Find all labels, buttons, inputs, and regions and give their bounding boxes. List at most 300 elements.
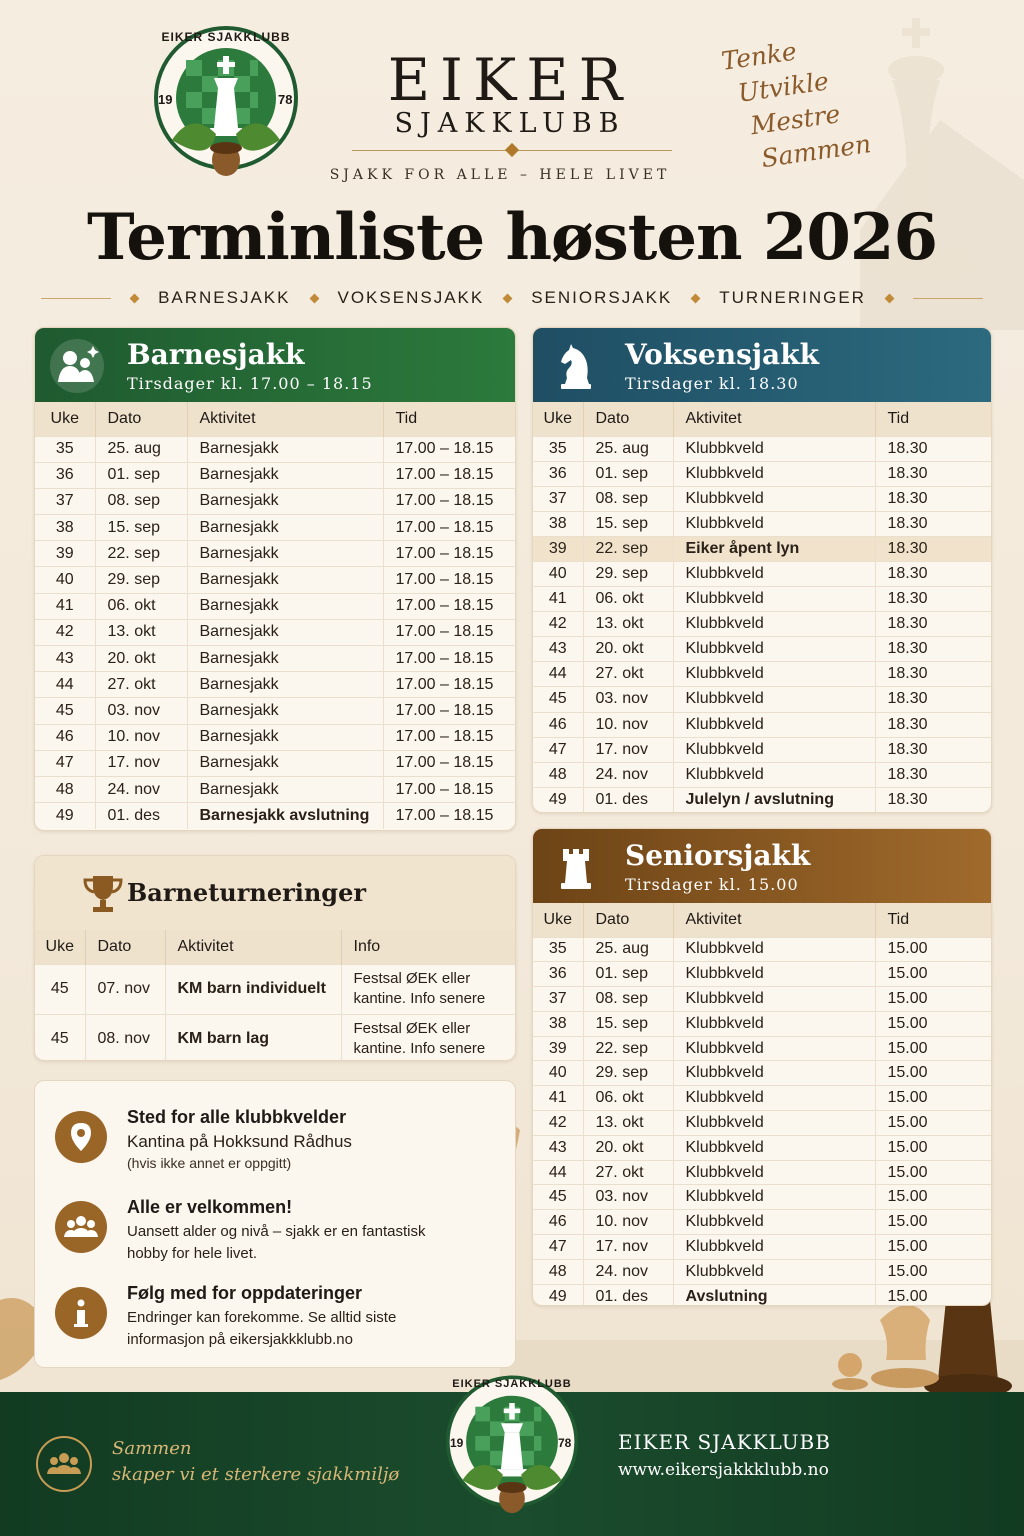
cell-date: 10. nov (95, 724, 187, 750)
diamond-icon (309, 293, 319, 303)
cell-activity: Klubbkveld (673, 1061, 875, 1086)
club-logo (152, 20, 300, 190)
cell-info: Festsal ØEK eller kantine. Info senere (341, 1014, 515, 1061)
info-text: Endringer kan forekomme. Se alltid siste informasjon på eikersjakkklubb.no (127, 1309, 397, 1348)
cell-week: 42 (35, 619, 95, 645)
info-title: Sted for alle klubbkvelder (127, 1107, 347, 1127)
cell-week: 49 (533, 1284, 583, 1306)
col-header-date: Dato (583, 402, 673, 436)
cell-time: 17.00 – 18.15 (383, 541, 515, 567)
cell-week: 41 (533, 1086, 583, 1111)
voksensjakk-table (533, 402, 991, 812)
table-row (35, 698, 515, 724)
divider-line (913, 298, 983, 299)
cell-time: 17.00 – 18.15 (383, 567, 515, 593)
cell-date: 27. okt (583, 1160, 673, 1185)
cell-date: 29. sep (583, 561, 673, 586)
table-row (533, 737, 991, 762)
cell-activity: Barnesjakk (187, 619, 383, 645)
info-title: Følg med for oppdateringer (127, 1283, 363, 1303)
cell-date: 20. okt (583, 1135, 673, 1160)
cell-date: 01. des (583, 787, 673, 812)
cell-time: 18.30 (875, 687, 991, 712)
col-header-week: Uke (35, 402, 95, 436)
cell-week: 48 (533, 1259, 583, 1284)
table-row (533, 536, 991, 561)
col-header-time: Tid (383, 402, 515, 436)
voksensjakk-panel (532, 327, 992, 813)
cell-week: 38 (35, 515, 95, 541)
table-row (533, 1284, 991, 1306)
table-row (35, 646, 515, 672)
cell-date: 15. sep (583, 511, 673, 536)
cell-date: 06. okt (95, 593, 187, 619)
cell-activity: Klubbkveld (673, 712, 875, 737)
col-header-activity: Aktivitet (673, 402, 875, 436)
table-row (533, 1185, 991, 1210)
cell-date: 29. sep (95, 567, 187, 593)
cell-time: 15.00 (875, 1210, 991, 1235)
cell-week: 40 (35, 567, 95, 593)
cell-date: 27. okt (95, 672, 187, 698)
cell-date: 24. nov (95, 776, 187, 802)
cell-week: 43 (35, 646, 95, 672)
motto (719, 24, 886, 180)
cell-date: 27. okt (583, 662, 673, 687)
table-row (533, 1210, 991, 1235)
table-row (533, 1135, 991, 1160)
table-row (35, 515, 515, 541)
cell-date: 24. nov (583, 1259, 673, 1284)
table-row (533, 962, 991, 987)
divider-line (41, 298, 111, 299)
cell-activity: KM barn lag (165, 1014, 341, 1061)
cell-date: 06. okt (583, 1086, 673, 1111)
cell-activity: Barnesjakk (187, 567, 383, 593)
cell-time: 17.00 – 18.15 (383, 803, 515, 829)
cell-activity: Klubbkveld (673, 1111, 875, 1136)
group-icon (36, 1436, 92, 1492)
table-row (533, 787, 991, 812)
barneturneringer-panel (34, 855, 516, 1061)
cell-activity: Klubbkveld (673, 486, 875, 511)
cell-week: 37 (533, 486, 583, 511)
cell-activity: Barnesjakk (187, 488, 383, 514)
info-box (34, 1080, 516, 1368)
cell-activity: Barnesjakk (187, 646, 383, 672)
cell-week: 39 (533, 1036, 583, 1061)
table-row (533, 762, 991, 787)
table-row (35, 672, 515, 698)
cell-date: 25. aug (95, 436, 187, 462)
table-row (533, 687, 991, 712)
cell-week: 46 (533, 1210, 583, 1235)
page-title: Terminliste høsten 2026 (87, 200, 937, 275)
motto-line: Tenke (719, 36, 799, 76)
info-text: Uansett alder og nivå – sjakk er en fantastisk hobby for hele livet. (127, 1223, 426, 1262)
table-row (533, 637, 991, 662)
cell-date: 13. okt (95, 619, 187, 645)
cell-time: 15.00 (875, 1259, 991, 1284)
diamond-icon (884, 293, 894, 303)
cell-activity: Klubbkveld (673, 436, 875, 461)
cell-time: 15.00 (875, 1235, 991, 1260)
cell-time: 18.30 (875, 737, 991, 762)
cell-date: 24. nov (583, 762, 673, 787)
cell-activity: Avslutning (673, 1284, 875, 1306)
cell-activity: Klubbkveld (673, 1259, 875, 1284)
cell-week: 39 (533, 536, 583, 561)
cell-week: 38 (533, 1011, 583, 1036)
diamond-icon (691, 293, 701, 303)
barnesjakk-panel (34, 327, 516, 831)
cell-time: 17.00 – 18.15 (383, 462, 515, 488)
cell-date: 03. nov (583, 1185, 673, 1210)
table-header-row (35, 402, 515, 436)
cell-date: 01. des (583, 1284, 673, 1306)
cell-date: 29. sep (583, 1061, 673, 1086)
motto-line: Sammen (759, 129, 873, 174)
cell-activity: Klubbkveld (673, 1210, 875, 1235)
motto-line: Utvikle (736, 66, 831, 108)
cell-date: 08. sep (95, 488, 187, 514)
logo-text: EIKER SJAKKLUBB (161, 30, 291, 44)
location-pin-icon (55, 1111, 107, 1163)
cell-week: 36 (533, 461, 583, 486)
cell-info: Festsal ØEK eller kantine. Info senere (341, 964, 515, 1014)
diamond-icon (503, 293, 513, 303)
panel-title: Barneturneringer (127, 878, 367, 907)
cell-activity: Klubbkveld (673, 1036, 875, 1061)
barnesjakk-header (35, 328, 515, 402)
cell-week: 43 (533, 637, 583, 662)
cell-week: 41 (35, 593, 95, 619)
cell-activity: Barnesjakk (187, 436, 383, 462)
cell-date: 20. okt (583, 637, 673, 662)
col-header-date: Dato (583, 903, 673, 937)
cell-time: 17.00 – 18.15 (383, 646, 515, 672)
cell-date: 22. sep (583, 536, 673, 561)
cell-week: 49 (35, 803, 95, 829)
cell-week: 42 (533, 1111, 583, 1136)
cell-time: 18.30 (875, 511, 991, 536)
brand-title: EIKER (387, 46, 633, 114)
category-label: VOKSENSJAKK (337, 288, 485, 307)
table-row (533, 486, 991, 511)
table-row (35, 488, 515, 514)
table-row (533, 937, 991, 962)
cell-time: 17.00 – 18.15 (383, 436, 515, 462)
cell-time: 18.30 (875, 561, 991, 586)
cell-week: 43 (533, 1135, 583, 1160)
cell-date: 15. sep (583, 1011, 673, 1036)
cell-week: 35 (533, 436, 583, 461)
tagline: SJAKK FOR ALLE – HELE LIVET (329, 167, 671, 183)
cell-date: 01. des (95, 803, 187, 829)
cell-activity: Klubbkveld (673, 987, 875, 1012)
cell-time: 17.00 – 18.15 (383, 776, 515, 802)
cell-activity: Klubbkveld (673, 1235, 875, 1260)
cell-time: 17.00 – 18.15 (383, 593, 515, 619)
cell-time: 15.00 (875, 987, 991, 1012)
cell-week: 46 (533, 712, 583, 737)
cell-week: 41 (533, 587, 583, 612)
cell-activity: Klubbkveld (673, 1160, 875, 1185)
cell-activity: Barnesjakk (187, 541, 383, 567)
cell-date: 17. nov (583, 1235, 673, 1260)
panel-subtitle: Tirsdager kl. 18.30 (625, 374, 799, 393)
table-header-row (533, 903, 991, 937)
info-title: Alle er velkommen! (127, 1197, 293, 1217)
cell-date: 13. okt (583, 612, 673, 637)
cell-date: 10. nov (583, 712, 673, 737)
category-label: SENIORSJAKK (531, 288, 673, 307)
cell-activity: Barnesjakk (187, 462, 383, 488)
cell-date: 03. nov (95, 698, 187, 724)
cell-week: 36 (35, 462, 95, 488)
cell-activity: Barnesjakk (187, 593, 383, 619)
footer-slogan-line1: Sammen (112, 1438, 192, 1459)
cell-time: 17.00 – 18.15 (383, 619, 515, 645)
cell-week: 49 (533, 787, 583, 812)
cell-week: 45 (35, 1014, 85, 1061)
table-row (533, 1259, 991, 1284)
table-row (533, 1061, 991, 1086)
col-header-date: Dato (95, 402, 187, 436)
table-row (533, 612, 991, 637)
table-row (533, 587, 991, 612)
cell-week: 47 (35, 750, 95, 776)
cell-time: 15.00 (875, 1061, 991, 1086)
cell-activity: Klubbkveld (673, 687, 875, 712)
table-row (35, 803, 515, 829)
cell-date: 01. sep (583, 461, 673, 486)
cell-time: 17.00 – 18.15 (383, 698, 515, 724)
cell-activity: Barnesjakk avslutning (187, 803, 383, 829)
cell-activity: Klubbkveld (673, 1135, 875, 1160)
cell-activity: Klubbkveld (673, 637, 875, 662)
cell-date: 03. nov (583, 687, 673, 712)
cell-time: 15.00 (875, 962, 991, 987)
cell-date: 13. okt (583, 1111, 673, 1136)
cell-time: 18.30 (875, 536, 991, 561)
cell-date: 08. nov (85, 1014, 165, 1061)
cell-activity: Klubbkveld (673, 762, 875, 787)
cell-time: 17.00 – 18.15 (383, 488, 515, 514)
barnesjakk-table (35, 402, 515, 829)
cell-week: 38 (533, 511, 583, 536)
panel-title: Seniorsjakk (625, 839, 811, 872)
trophy-icon (81, 872, 125, 916)
cell-date: 06. okt (583, 587, 673, 612)
cell-time: 17.00 – 18.15 (383, 724, 515, 750)
col-header-activity: Aktivitet (187, 402, 383, 436)
cell-date: 01. sep (583, 962, 673, 987)
table-row (35, 619, 515, 645)
cell-week: 45 (533, 687, 583, 712)
cell-week: 40 (533, 1061, 583, 1086)
col-header-time: Tid (875, 402, 991, 436)
cell-week: 35 (35, 436, 95, 462)
cell-date: 01. sep (95, 462, 187, 488)
cell-activity: Klubbkveld (673, 662, 875, 687)
cell-week: 45 (35, 698, 95, 724)
motto-line: Mestre (748, 99, 842, 141)
cell-date: 20. okt (95, 646, 187, 672)
cell-week: 39 (35, 541, 95, 567)
cell-date: 25. aug (583, 436, 673, 461)
category-row (40, 285, 984, 311)
cell-time: 15.00 (875, 1160, 991, 1185)
cell-activity: Barnesjakk (187, 750, 383, 776)
cell-week: 37 (533, 987, 583, 1012)
logo-text: EIKER SJAKKLUBB (452, 1378, 572, 1390)
col-header-date: Dato (85, 930, 165, 964)
cell-week: 48 (35, 776, 95, 802)
col-header-time: Tid (875, 903, 991, 937)
table-row (533, 1235, 991, 1260)
table-row (35, 593, 515, 619)
table-row (533, 511, 991, 536)
logo-year-right: 78 (558, 1436, 572, 1450)
panel-subtitle: Tirsdager kl. 17.00 – 18.15 (127, 374, 373, 393)
cell-time: 17.00 – 18.15 (383, 672, 515, 698)
cell-time: 18.30 (875, 612, 991, 637)
footer-club-logo (444, 1370, 580, 1526)
cell-activity: Klubbkveld (673, 937, 875, 962)
cell-activity: Klubbkveld (673, 561, 875, 586)
table-row (533, 1011, 991, 1036)
cell-time: 15.00 (875, 1111, 991, 1136)
cell-date: 08. sep (583, 987, 673, 1012)
footer-website-link[interactable]: www.eikersjakkklubb.no (618, 1460, 829, 1480)
cell-activity: Klubbkveld (673, 1086, 875, 1111)
cell-date: 17. nov (583, 737, 673, 762)
table-row (35, 750, 515, 776)
cell-week: 44 (533, 1160, 583, 1185)
logo-year-left: 19 (450, 1436, 464, 1450)
cell-time: 18.30 (875, 637, 991, 662)
table-row (533, 461, 991, 486)
table-row (35, 1014, 515, 1061)
cell-date: 07. nov (85, 964, 165, 1014)
table-row (35, 776, 515, 802)
cell-week: 45 (533, 1185, 583, 1210)
cell-week: 44 (533, 662, 583, 687)
footer-slogan-line2: skaper vi et sterkere sjakkmiljø (112, 1464, 400, 1485)
cell-activity: Klubbkveld (673, 737, 875, 762)
seniorsjakk-panel (532, 828, 992, 1306)
children-icon (49, 338, 105, 394)
cell-activity: Klubbkveld (673, 1011, 875, 1036)
cell-activity: Klubbkveld (673, 962, 875, 987)
brand-subtitle: SJAKKLUBB (394, 108, 626, 139)
voksensjakk-header (533, 328, 991, 402)
cell-time: 15.00 (875, 1185, 991, 1210)
cell-date: 10. nov (583, 1210, 673, 1235)
info-text: Kantina på Hokksund Rådhus (127, 1132, 352, 1151)
table-row (35, 567, 515, 593)
cell-date: 15. sep (95, 515, 187, 541)
cell-activity: Klubbkveld (673, 587, 875, 612)
col-header-week: Uke (533, 903, 583, 937)
cell-date: 08. sep (583, 486, 673, 511)
panel-subtitle: Tirsdager kl. 15.00 (625, 875, 799, 894)
panel-title: Barnesjakk (127, 338, 305, 371)
cell-week: 47 (533, 1235, 583, 1260)
cell-activity: Barnesjakk (187, 698, 383, 724)
table-row (35, 964, 515, 1014)
cell-activity: Klubbkveld (673, 461, 875, 486)
cell-week: 48 (533, 762, 583, 787)
footer-club-name: EIKER SJAKKLUBB (618, 1430, 831, 1454)
cell-time: 18.30 (875, 486, 991, 511)
category-label: BARNESJAKK (158, 288, 291, 307)
table-row (533, 1086, 991, 1111)
cell-activity: Barnesjakk (187, 672, 383, 698)
col-header-activity: Aktivitet (673, 903, 875, 937)
cell-week: 37 (35, 488, 95, 514)
cell-week: 45 (35, 964, 85, 1014)
cell-time: 15.00 (875, 1284, 991, 1306)
group-icon (55, 1201, 107, 1253)
cell-time: 18.30 (875, 436, 991, 461)
table-row (533, 1111, 991, 1136)
barneturneringer-table (35, 930, 515, 1061)
cell-activity: Barnesjakk (187, 515, 383, 541)
seniorsjakk-table (533, 903, 991, 1306)
col-header-week: Uke (533, 402, 583, 436)
cell-time: 15.00 (875, 1135, 991, 1160)
cell-time: 18.30 (875, 662, 991, 687)
cell-week: 46 (35, 724, 95, 750)
cell-activity: Barnesjakk (187, 724, 383, 750)
table-header-row (35, 930, 515, 964)
col-header-week: Uke (35, 930, 85, 964)
cell-activity: Klubbkveld (673, 1185, 875, 1210)
panel-title: Voksensjakk (625, 338, 820, 371)
cell-week: 40 (533, 561, 583, 586)
info-icon (55, 1287, 107, 1339)
cell-time: 18.30 (875, 762, 991, 787)
cell-time: 18.30 (875, 787, 991, 812)
table-row (35, 541, 515, 567)
cell-activity: Eiker åpent lyn (673, 536, 875, 561)
cell-week: 42 (533, 612, 583, 637)
cell-activity: Julelyn / avslutning (673, 787, 875, 812)
cell-date: 22. sep (583, 1036, 673, 1061)
cell-time: 17.00 – 18.15 (383, 515, 515, 541)
col-header-info: Info (341, 930, 515, 964)
cell-date: 17. nov (95, 750, 187, 776)
info-note: (hvis ikke annet er oppgitt) (127, 1155, 292, 1171)
knight-icon (547, 338, 603, 394)
cell-activity: Klubbkveld (673, 511, 875, 536)
cell-activity: KM barn individuelt (165, 964, 341, 1014)
col-header-activity: Aktivitet (165, 930, 341, 964)
rook-icon (547, 839, 603, 895)
cell-date: 25. aug (583, 937, 673, 962)
table-row (533, 1160, 991, 1185)
logo-year-left: 19 (158, 92, 173, 107)
table-row (533, 436, 991, 461)
cell-time: 15.00 (875, 1036, 991, 1061)
cell-time: 15.00 (875, 1086, 991, 1111)
cell-time: 17.00 – 18.15 (383, 750, 515, 776)
cell-time: 18.30 (875, 461, 991, 486)
table-row (35, 724, 515, 750)
cell-time: 15.00 (875, 937, 991, 962)
